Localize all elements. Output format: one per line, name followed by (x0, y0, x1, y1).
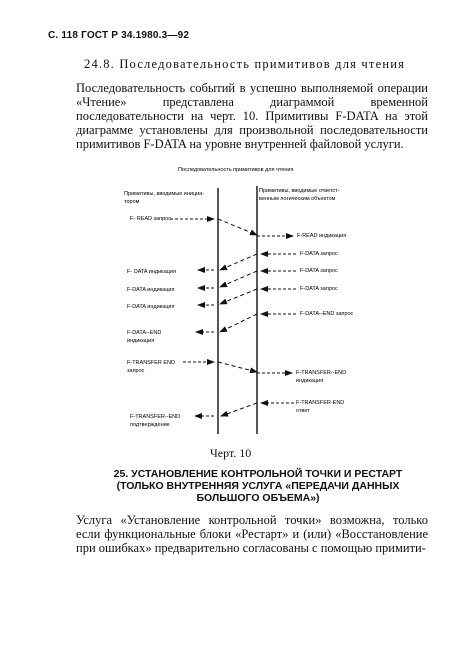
page-header: С. 118 ГОСТ Р 34.1980.3—92 (48, 30, 190, 41)
left-label: F-TRANSFER END (127, 360, 175, 366)
heading-line: БОЛЬШОГО ОБЪЕМА») (196, 492, 320, 504)
section-title: 24.8. Последовательность примитивов для чтения (84, 57, 406, 71)
left-label: F-TRANSFER--END (130, 414, 181, 420)
left-label: F-DATA--END (127, 330, 162, 336)
right-label: F-DATA запрос (300, 268, 338, 274)
arrow-transfer-end-transfer (218, 362, 257, 372)
arrow-data-transfer (220, 254, 257, 270)
left-label: F-DATA индикация (127, 304, 175, 310)
left-label: подтверждение (130, 422, 170, 428)
arrow-transfer-end-back (221, 403, 257, 416)
diagram-title: Последовательность примитивов для чтения (178, 167, 294, 173)
left-label: F-DATA индикация (127, 287, 175, 293)
arrow-data-transfer (220, 289, 257, 304)
section-25-paragraph: Услуга «Установление контрольной точки» возможна, только если функциональные блоки «Рестарт» и (или) «Восстановление при ошибках» предварительно согласованы с помощью примити- (76, 513, 428, 555)
right-label: F-READ индикация (297, 233, 347, 239)
left-label: индикация (127, 338, 155, 344)
left-label: F- READ запрос (130, 216, 171, 222)
right-label: F-DATA--END запрос (300, 311, 354, 317)
arrow-data-end-transfer (220, 314, 257, 332)
section-25-heading (108, 468, 408, 504)
section-paragraph: Последовательность событий в успешно выполняемой операции «Чтение» представлена диаграммой временной последовательности на черт. 10. Примитивы F-DATA на этой диаграмме установлены для произвольной последовательности примитивов F-DATA на уровне внутренней файловой услуги. (76, 81, 428, 151)
right-label: F-TRANSFER--END (296, 370, 347, 376)
heading-line: 25. УСТАНОВЛЕНИЕ КОНТРОЛЬНОЙ ТОЧКИ И РЕСТАРТ (113, 468, 403, 480)
arrow-read-transfer (218, 219, 257, 235)
left-label: запрос (127, 368, 145, 374)
right-header-line1: Примитивы, вводимые ответст- (259, 188, 340, 194)
left-header-line2: тором (124, 199, 140, 205)
heading-line: (ТОЛЬКО ВНУТРЕННЯЯ УСЛУГА «ПЕРЕДАЧИ ДАННЫХ (116, 480, 400, 492)
arrow-data-transfer (220, 271, 257, 287)
left-header-line1: Примитивы, вводимые инициа- (124, 191, 205, 197)
figure-caption: Черт. 10 (210, 446, 252, 460)
right-label: F-TRANSFER-END (296, 400, 345, 406)
right-label: ответ (296, 408, 310, 414)
left-label: F- DATA индикация (127, 269, 176, 275)
right-header-line2: венным логическим объектом (259, 196, 336, 202)
right-label: индикация (296, 378, 324, 384)
right-label: F-DATA запрос (300, 251, 338, 257)
right-label: F-DATA запрос (300, 286, 338, 292)
